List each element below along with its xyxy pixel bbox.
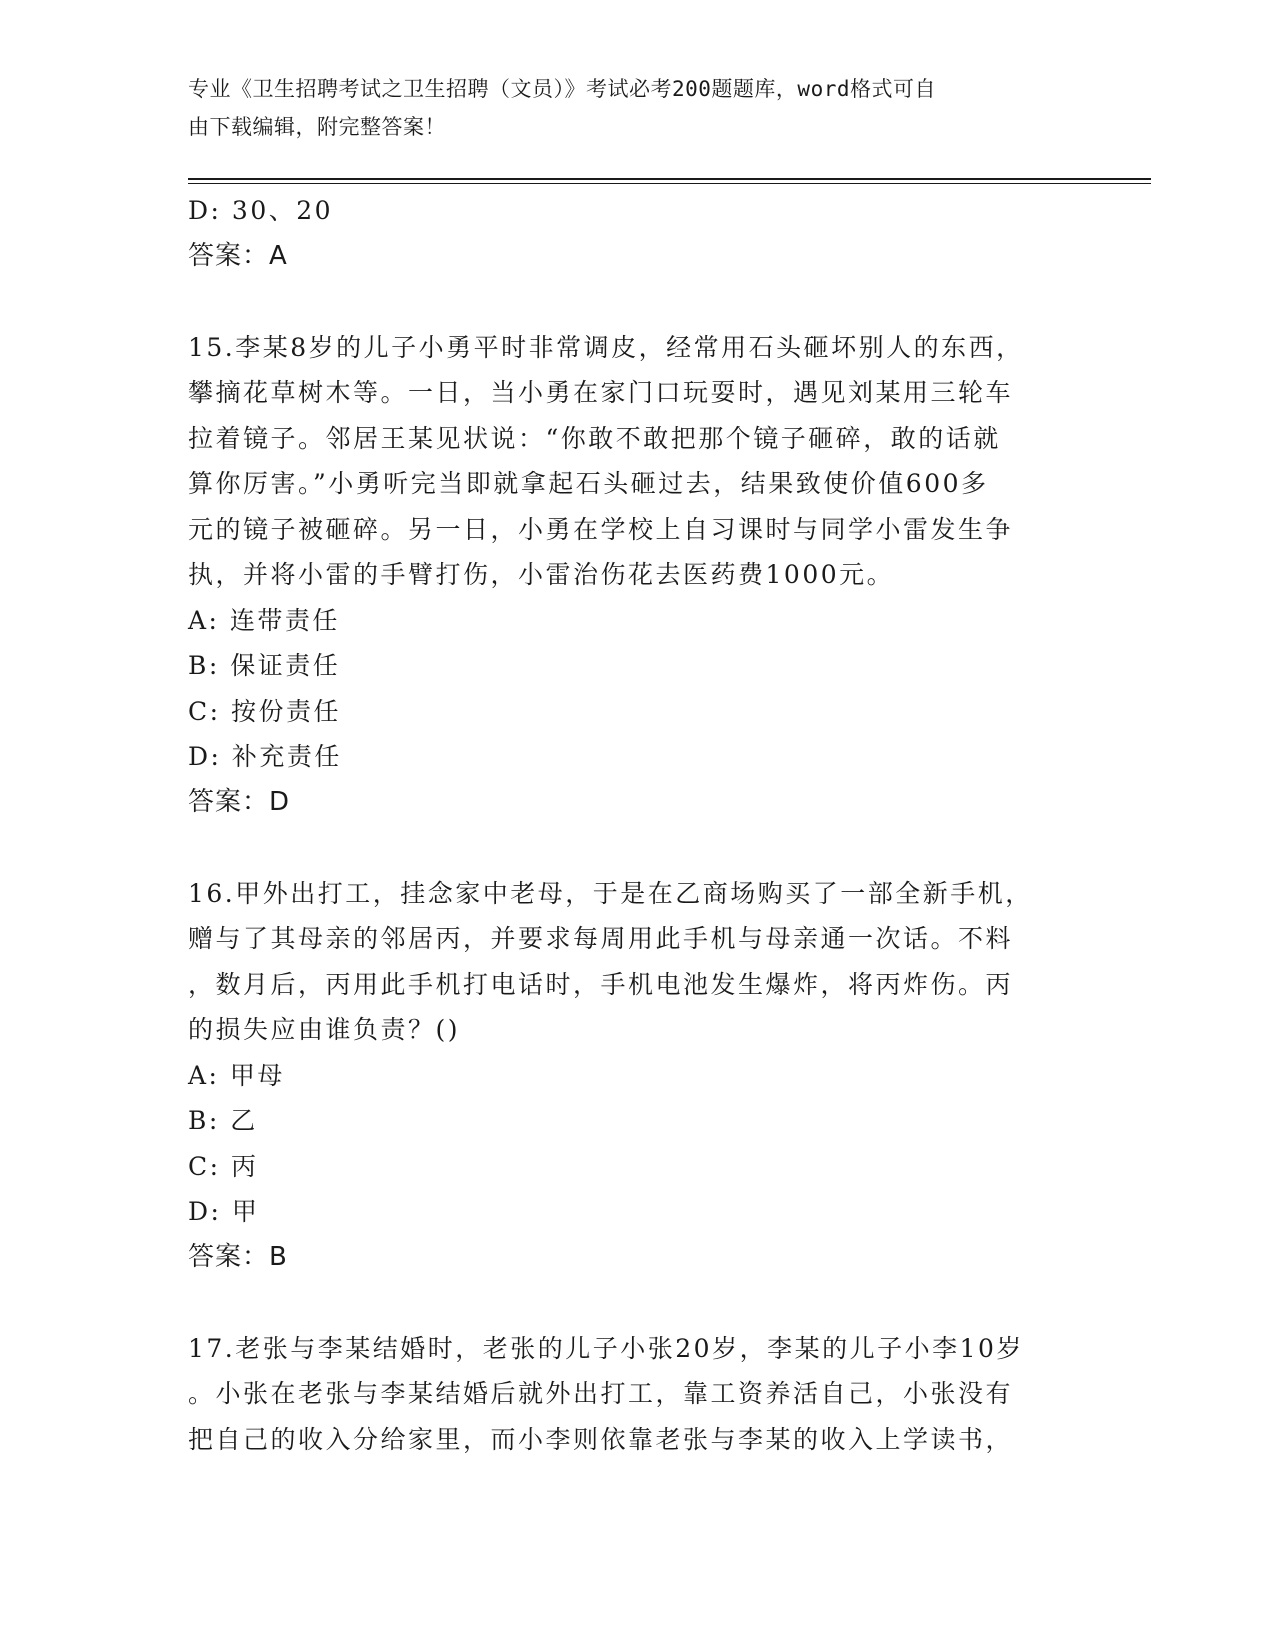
question-stem-line: 元的镜子被砸碎。另一日，小勇在学校上自习课时与同学小雷发生争 (188, 514, 1014, 544)
question-16 (188, 871, 1088, 1281)
spacer (188, 279, 1088, 325)
question-17 (188, 1326, 1088, 1463)
option-b: B: 保证责任 (188, 651, 341, 680)
option-c: C: 按份责任 (188, 696, 341, 726)
question-stem-line: 15.李某8岁的儿子小勇平时非常调皮，经常用石头砸坏别人的东西， (188, 332, 1024, 362)
header-line-2: 由下载编辑，附完整答案！ (188, 115, 446, 139)
question-stem-line: ，数月后，丙用此手机打电话时，手机电池发生爆炸，将丙炸伤。丙 (188, 969, 1014, 999)
header-divider-thick (188, 178, 1151, 180)
question-stem-line: 执，并将小雷的手臂打伤，小雷治伤花去医药费1000元。 (188, 560, 895, 589)
spacer (188, 825, 1088, 871)
document-body (188, 188, 1088, 1462)
option-d: D: 30、20 (188, 196, 334, 225)
question-stem-line: 算你厉害。”小勇听完当即就拿起石头砸过去，结果致使价值600多 (188, 469, 989, 498)
question-stem-line: 拉着镜子。邻居王某见状说：“你敢不敢把那个镜子砸碎，敢的话就 (188, 423, 1001, 453)
option-a: A: 连带责任 (188, 605, 340, 635)
spacer (188, 1280, 1088, 1326)
option-c: C: 丙 (188, 1151, 259, 1181)
answer-line: 答案：A (188, 240, 288, 271)
answer-line: 答案：B (188, 1241, 288, 1272)
header-divider-thin (188, 183, 1151, 184)
question-15 (188, 325, 1088, 826)
question-stem-line: 的损失应由谁负责？() (188, 1015, 461, 1044)
question-stem-line: 把自己的收入分给家里，而小李则依靠老张与李某的收入上学读书， (188, 1424, 1014, 1454)
question-stem-line: 赠与了其母亲的邻居丙，并要求每周用此手机与母亲通一次话。不料 (188, 924, 1014, 953)
option-d: D: 补充责任 (188, 742, 342, 771)
question-stem-line: 。小张在老张与李某结婚后就外出打工，靠工资养活自己，小张没有 (188, 1379, 1014, 1408)
question-stem-line: 攀摘花草树木等。一日，当小勇在家门口玩耍时，遇见刘某用三轮车 (188, 378, 1014, 407)
option-b: B: 乙 (188, 1106, 258, 1135)
page-header (188, 70, 1068, 146)
option-d: D: 甲 (188, 1197, 260, 1226)
header-line-1: 专业《卫生招聘考试之卫生招聘（文员）》考试必考200题题库，word格式可自 (188, 77, 936, 101)
question-stem-line: 17.老张与李某结婚时，老张的儿子小张20岁，李某的儿子小李10岁 (188, 1333, 1024, 1363)
option-a: A: 甲母 (188, 1060, 285, 1090)
answer-line: 答案：D (188, 786, 291, 817)
question-stem-line: 16.甲外出打工，挂念家中老母，于是在乙商场购买了一部全新手机， (188, 878, 1033, 908)
